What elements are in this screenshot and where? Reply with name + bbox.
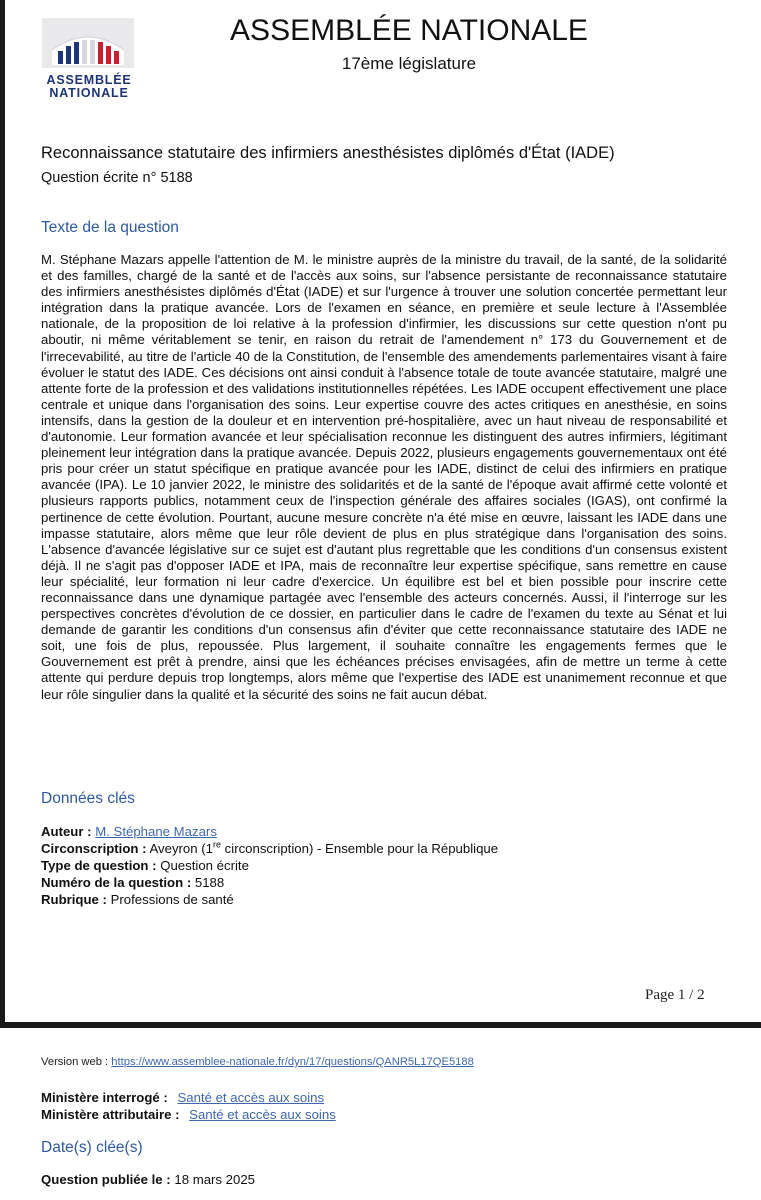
key-dates-heading: Date(s) clée(s): [41, 1139, 143, 1156]
circonscription-row: [41, 841, 498, 858]
page-number: Page 1 / 2: [645, 987, 705, 1003]
header-title: ASSEMBLÉE NATIONALE: [230, 14, 588, 47]
type-label: Type de question :: [41, 858, 157, 873]
author-link[interactable]: M. Stéphane Mazars: [95, 824, 217, 839]
published-row: [41, 1172, 255, 1187]
published-label: Question publiée le :: [41, 1172, 171, 1187]
question-body: M. Stéphane Mazars appelle l'attention de M. le ministre auprès de la ministre du travail, de la santé, de la solidarité et des familles, chargé de la santé et de l'accès aux soins, sur l'absence persistante de reconnaissance statutaire des infirmiers anesthésistes diplômés d'État (IADE) et sur l'urgence à trouver une solution concertée permettant leur intégration dans la pratique avancée. Lors de l'examen en séance, en première et seule lecture à l'Assemblée nationale, de la proposition de loi relative à la profession d'infirmier, les discussions sur cette question n'ont pu aboutir, ni même véritablement se tenir, en raison du retrait de l'amendement n° 173 du Gouvernement et de l'irrecevabilité, au titre de l'article 40 de la Constitution, de l'ensemble des amendements parlementaires visant à faire évoluer le statut des IADE. Ces décisions ont ainsi conduit à l'absence totale de toute avancée statutaire, malgré une attente forte de la profession et des validations institutionnelles répétées. Les IADE occupent effectivement une place centrale et unique dans l'organisation des soins. Leur expertise couvre des actes critiques en anesthésie, en soins intensifs, dans la gestion de la douleur et en intervention pré-hospitalière, avec un haut niveau de responsabilité et d'autonomie. Leur formation avancée et leur spécialisation reconnue les distinguent des autres infirmiers, légitimant pleinement leur intégration dans la pratique avancée. Depuis 2022, plusieurs engagements gouvernementaux ont été pris pour créer un statut spécifique en pratique avancée pour les IADE, distinct de celui des infirmiers en pratique avancée (IPA). Le 10 janvier 2022, le ministre des solidarités et de la santé de l'époque avait affirmé cette volonté et plusieurs rapports publics, notamment ceux de l'inspection générale des affaires sociales (IGAS), ont confirmé la pertinence de cette évolution. Pourtant, aucune mesure concrète n'a été mise en œuvre, laissant les IADE dans une impasse statutaire, alors même que leur rôle devient de plus en plus stratégique dans l'organisation des soins. L'absence d'avancée législative sur ce sujet est d'autant plus regrettable que les conditions d'un consensus existent déjà. Il ne s'agit pas d'opposer IADE et IPA, mais de reconnaître leur expertise spécifique, sans remettre en cause leur spécialité, leur formation ni leur cadre d'exercice. Un équilibre est bel et bien possible pour inscrire cette reconnaissance dans une dynamique partagée avec l'ensemble des acteurs concernés. Aussi, il l'interroge sur les perspectives concrètes d'évolution de ce dossier, en particulier dans le cadre de l'examen du texte au Sénat et lui demande de garantir les conditions d'un consensus afin d'éviter que cette reconnaissance statutaire des IADE ne soit, une fois de plus, repoussée. Plus largement, il souhaite connaître les engagements fermes que le Gouvernement est prêt à prendre, ainsi que les échéances précises envisagées, afin de mettre un terme à cette attente qui perdure depuis trop longtemps, alors même que l'expertise des IADE est unanimement reconnue et que leur rôle singulier dans la qualité et la sécurité des soins ne fait aucun débat.: [41, 252, 727, 702]
page-separator: [0, 1022, 761, 1028]
assemblee-logo: [42, 18, 136, 100]
header-legislature: 17ème législature: [341, 54, 477, 73]
logo-text-line2: NATIONALE: [49, 86, 129, 100]
question-number: Question écrite n° 5188: [41, 170, 193, 186]
type-row: [41, 858, 249, 875]
ministry-questioned-row: [41, 1090, 324, 1105]
rubric-row: [41, 892, 234, 909]
question-title: Reconnaissance statutaire des infirmiers anesthésistes diplômés d'État (IADE): [41, 144, 615, 162]
ministry-questioned-label: Ministère interrogé :: [41, 1090, 168, 1105]
question-number-label: Numéro de la question :: [41, 875, 192, 890]
circonscription-value: Aveyron (1re circonscription) - Ensemble pour la République: [149, 839, 499, 856]
author-row: [41, 824, 217, 841]
circonscription-label: Circonscription :: [41, 841, 147, 856]
ministry-assigned-row: [41, 1107, 336, 1122]
hemicycle-emblem-icon: [42, 18, 134, 68]
question-number-row: [41, 875, 224, 892]
ministry-assigned-label: Ministère attributaire :: [41, 1107, 180, 1122]
web-version-row: [41, 1056, 474, 1068]
type-value: Question écrite: [160, 858, 249, 873]
web-version-link[interactable]: https://www.assemblee-nationale.fr/dyn/17/questions/QANR5L17QE5188: [111, 1056, 474, 1068]
key-data-heading: Données clés: [41, 790, 135, 807]
rubric-label: Rubrique :: [41, 892, 107, 907]
ministry-assigned-link[interactable]: Santé et accès aux soins: [189, 1107, 336, 1122]
author-label: Auteur :: [41, 824, 92, 839]
rubric-value: Professions de santé: [110, 892, 234, 907]
published-date: 18 mars 2025: [174, 1172, 256, 1187]
ministry-questioned-link[interactable]: Santé et accès aux soins: [177, 1090, 325, 1105]
page-edge-shadow: [0, 0, 5, 1022]
question-number-value: 5188: [194, 875, 225, 890]
question-text-heading: Texte de la question: [41, 219, 179, 236]
logo-text-line1: ASSEMBLÉE: [46, 73, 132, 87]
web-version-label: Version web :: [41, 1056, 109, 1068]
